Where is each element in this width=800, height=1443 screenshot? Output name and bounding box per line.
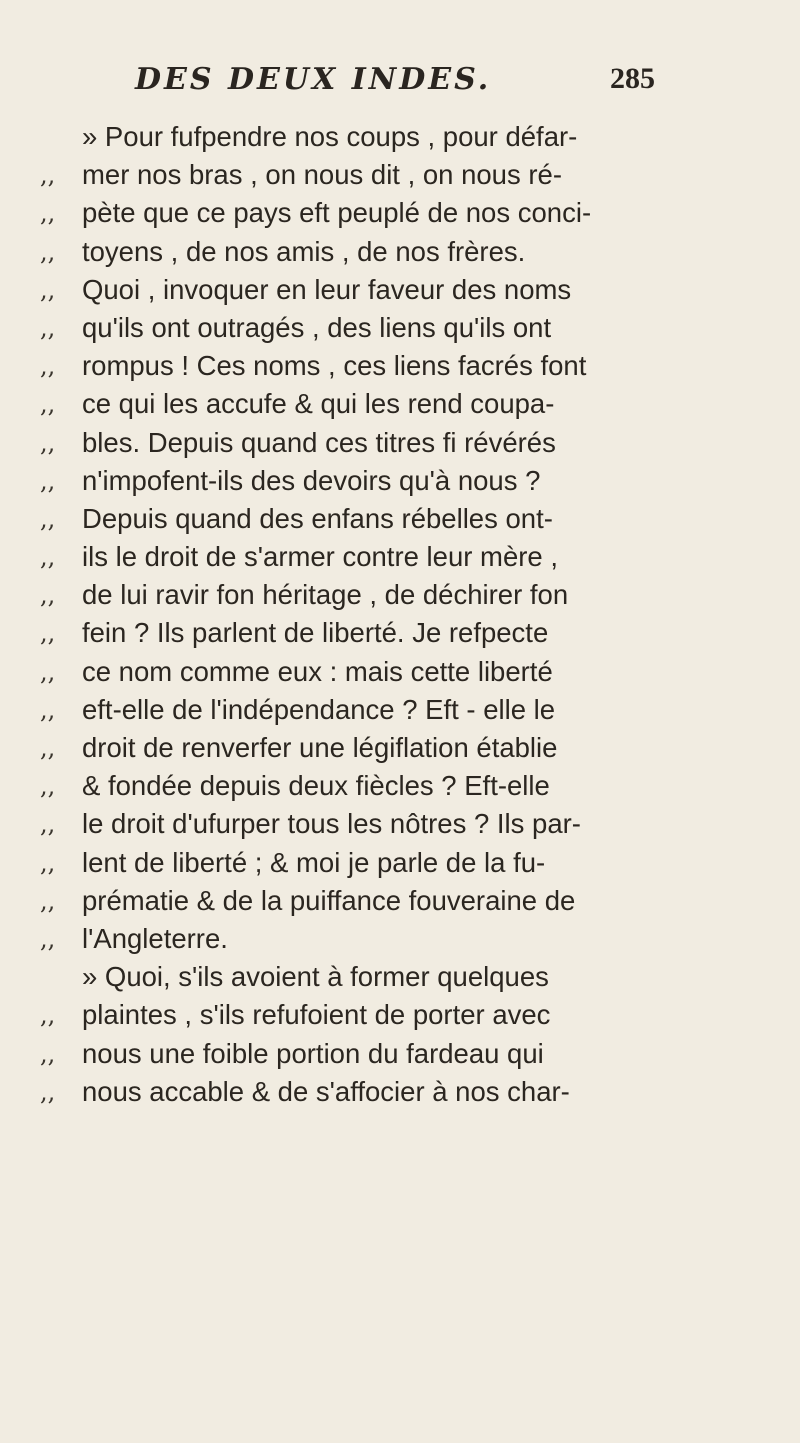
- line-text: prématie & de la puiffance fouveraine de: [82, 884, 576, 916]
- text-line: [40, 920, 800, 958]
- text-line: [40, 691, 800, 729]
- line-text: n'impofent-ils des devoirs qu'à nous ?: [82, 464, 541, 496]
- quote-mark: ,,: [40, 924, 56, 953]
- text-line: [40, 500, 800, 538]
- line-text: nous une foible portion du fardeau qui: [82, 1037, 544, 1069]
- line-text: lent de liberté ; & moi je parle de la fu-: [82, 846, 546, 878]
- quote-mark: ,,: [40, 1039, 56, 1068]
- quote-mark: ,,: [40, 543, 56, 572]
- line-text: bles. Depuis quand ces titres fi révérés: [82, 426, 556, 458]
- quote-mark: ,,: [40, 734, 56, 762]
- line-text: pète que ce pays eft peuplé de nos conci-: [82, 197, 592, 229]
- text-line: [40, 194, 800, 232]
- text-line: [40, 1073, 800, 1111]
- line-text: eft-elle de l'indépendance ? Eft - elle le: [82, 693, 556, 725]
- text-line: [40, 347, 800, 385]
- page-header: [135, 62, 655, 106]
- line-text: l'Angleterre.: [82, 922, 228, 954]
- line-text: » Quoi, s'ils avoient à former quelques: [82, 961, 549, 993]
- quote-mark: ,,: [40, 390, 56, 419]
- body-text: [40, 118, 800, 1111]
- text-line: [40, 729, 800, 767]
- quote-mark: ,,: [40, 199, 56, 228]
- line-text: nous accable & de s'affocier à nos char-: [82, 1075, 570, 1107]
- text-line: [40, 271, 800, 309]
- line-text: droit de renverfer une légiflation établie: [82, 732, 558, 763]
- quote-mark: ,,: [40, 772, 56, 801]
- line-text: ce qui les accufe & qui les rend coupa-: [82, 388, 555, 420]
- quote-mark: ,,: [40, 237, 56, 266]
- text-line: [40, 805, 800, 843]
- text-line: [40, 118, 800, 156]
- quote-mark: ,,: [40, 352, 56, 381]
- text-line: [40, 233, 800, 271]
- quote-mark: ,,: [40, 275, 56, 304]
- page-number: 285: [610, 62, 655, 95]
- line-text: toyens , de nos amis , de nos frères.: [82, 235, 526, 267]
- quote-mark: ,,: [40, 161, 56, 190]
- line-text: & fondée depuis deux fiècles ? Eft-elle: [82, 770, 550, 802]
- quote-mark: ,,: [40, 313, 56, 342]
- text-line: [40, 767, 800, 805]
- text-line: [40, 882, 800, 920]
- text-line: [40, 996, 800, 1034]
- text-line: [40, 462, 800, 500]
- quote-mark: ,,: [40, 1001, 56, 1030]
- line-text: Quoi , invoquer en leur faveur des noms: [82, 273, 572, 305]
- line-text: » Pour fufpendre nos coups , pour défar-: [82, 121, 578, 152]
- text-line: [40, 538, 800, 576]
- line-text: qu'ils ont outragés , des liens qu'ils ont: [82, 311, 552, 343]
- quote-mark: ,,: [40, 581, 56, 610]
- text-line: [40, 1035, 800, 1073]
- line-text: mer nos bras , on nous dit , on nous ré-: [82, 159, 562, 191]
- text-line: [40, 958, 800, 996]
- quote-mark: ,,: [40, 619, 56, 648]
- text-line: [40, 576, 800, 614]
- text-line: [40, 156, 800, 194]
- quote-mark: ,,: [40, 504, 56, 533]
- quote-mark: ,,: [40, 428, 56, 457]
- line-text: le droit d'ufurper tous les nôtres ? Ils par-: [82, 808, 581, 840]
- line-text: plaintes , s'ils refufoient de porter avec: [82, 999, 551, 1031]
- quote-mark: ,,: [40, 848, 56, 877]
- line-text: ils le droit de s'armer contre leur mère ,: [82, 541, 558, 573]
- quote-mark: ,,: [40, 657, 56, 686]
- running-title: DES DEUX INDES.: [135, 62, 492, 97]
- line-text: Depuis quand des enfans rébelles ont-: [82, 502, 553, 534]
- text-line: [40, 653, 800, 691]
- line-text: fein ? Ils parlent de liberté. Je refpecte: [82, 617, 549, 649]
- line-text: ce nom comme eux : mais cette liberté: [82, 655, 553, 687]
- text-line: [40, 614, 800, 652]
- line-text: de lui ravir fon héritage , de déchirer fon: [82, 579, 569, 611]
- line-text: rompus ! Ces noms , ces liens facrés font: [82, 350, 587, 382]
- text-line: [40, 385, 800, 423]
- text-line: [40, 844, 800, 882]
- quote-mark: ,,: [40, 886, 56, 915]
- quote-mark: ,,: [40, 466, 56, 495]
- text-line: [40, 424, 800, 462]
- quote-mark: ,,: [40, 1077, 56, 1106]
- quote-mark: ,,: [40, 810, 56, 839]
- quote-mark: ,,: [40, 695, 56, 724]
- text-line: [40, 309, 800, 347]
